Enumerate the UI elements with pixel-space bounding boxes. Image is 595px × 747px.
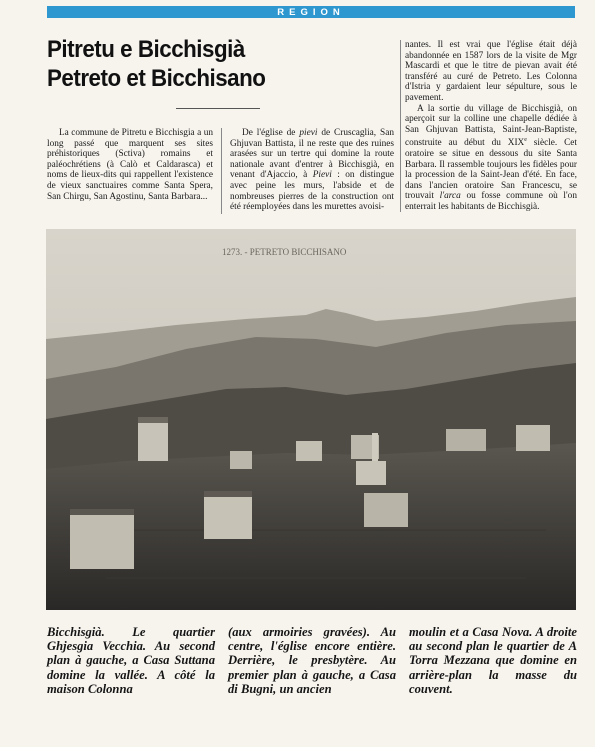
photo-illustration bbox=[46, 229, 576, 610]
paragraph: nantes. Il est vrai que l'église était déjà abandonnée en 1587 lors de la visite de Mgr Mascardi et que le titre de pievan avait été transféré au curé de Petreto. Les Colonna d'Istria y gardaient leur sépulture, sous le pavement. bbox=[405, 40, 577, 103]
paragraph: La commune de Pitretu e Bicchisgia a un long passé que marquent ses sites préhistoriques (Sctiva) romains et paléochrétiens (à Calò et Caldarasca) et noms de lieux-dits qui rappellent l'existence de vieux sanctuaires comme Santa Spera, San Chirgu, San Agostinu, Santa Barbara... bbox=[47, 128, 213, 202]
body-column-1 bbox=[47, 128, 213, 202]
text-run: de Cruscaglia, San Ghjuvan Battista, il ne reste que des ruines arasées sur un tertre qui domine la route nationale avant d'entrer à Bicchisgià, en venant d'Ajaccio, à bbox=[230, 128, 395, 181]
section-label: REGION bbox=[277, 6, 345, 18]
italic-term: pievi bbox=[299, 128, 318, 138]
text-run: : on distingue avec peine les murs, l'abside et de nombreuses pierres de la construction ont été réemployées dans les murettes avoisi- bbox=[230, 170, 394, 213]
column-divider-2 bbox=[400, 40, 401, 212]
body-column-3 bbox=[405, 40, 577, 213]
photo-caption-part-2: (aux armoiries gravées). Au centre, l'église encore entière. Derrière, le presbytère. Au premier plan à gauche, a Casa di Bugni, un ancien bbox=[228, 625, 396, 696]
photo-caption-part-3: moulin et a Casa Nova. A droite au second plan le quartier de A Torra Mezzana que domine en arrière-plan la masse du couvent. bbox=[409, 625, 577, 696]
title-divider bbox=[176, 108, 260, 109]
text-run: siècle. Cet oratoire se situe en dessous du site Santa Barbara. Il rassemble toujours les fidèles pour la procession de la Saint-Jean d'été. En face, dans l'ancien oratoire San Francescu, se trouvait bbox=[405, 138, 577, 202]
paragraph bbox=[230, 128, 394, 213]
paragraph bbox=[405, 104, 577, 213]
superscript: e bbox=[524, 137, 527, 144]
title-line-french: Petreto et Bicchisano bbox=[47, 65, 266, 92]
italic-term: Pievi bbox=[312, 170, 332, 181]
photo-caption-part-1: Bicchisgià. Le quartier Ghjesgia Vecchia. Au second plan à gauche, a Casa Suttana domine la vallée. A côté la maison Colonna bbox=[47, 625, 215, 696]
text-run: De l'église de bbox=[242, 128, 300, 138]
italic-term: l'arca bbox=[439, 191, 461, 202]
body-column-2 bbox=[230, 128, 394, 213]
text-run: A la sortie du village de Bicchisgià, on aperçoit sur la colline une chapelle dédiée à San Ghjuvan Battista, Saint-Jean-Baptiste, construite au début du XIX bbox=[405, 103, 577, 149]
text-run: ou fosse commune où l'on enterrait les habitants de Bicchisgià. bbox=[405, 191, 577, 212]
section-header-bar bbox=[47, 6, 575, 18]
photo-print-caption: 1273. - PETRETO BICCHISANO bbox=[222, 247, 347, 257]
column-divider-1 bbox=[221, 128, 222, 214]
village-photograph bbox=[46, 229, 576, 610]
title-line-corsican: Pitretu e Bicchisgià bbox=[47, 36, 245, 63]
article-title bbox=[47, 35, 326, 93]
